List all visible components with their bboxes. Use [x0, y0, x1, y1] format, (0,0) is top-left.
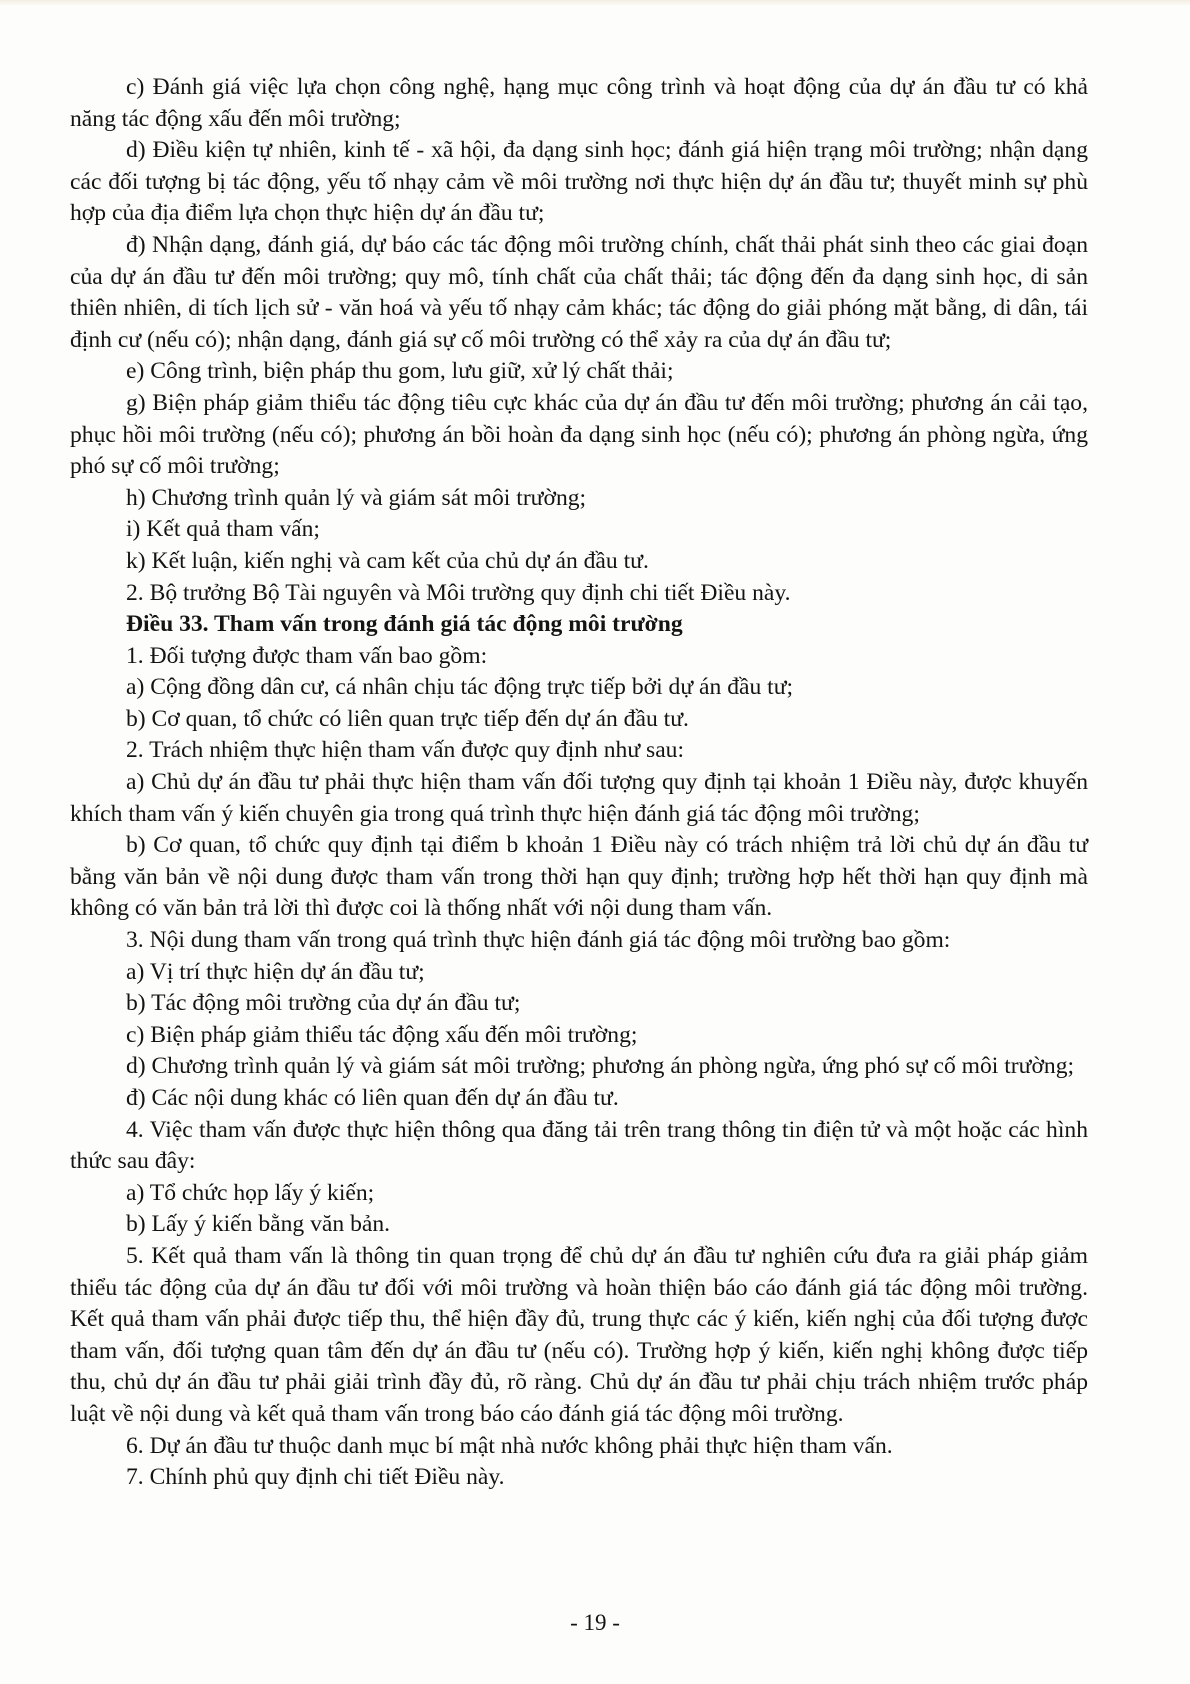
paragraph-clause-c: c) Đánh giá việc lựa chọn công nghệ, hạng mục công trình và hoạt động của dự án đầu tư có khả năng tác động xấu đến môi trường; [70, 74, 1088, 132]
paragraph-art33-1a: a) Cộng đồng dân cư, cá nhân chịu tác động trực tiếp bởi dự án đầu tư; [126, 674, 794, 701]
document-body [70, 72, 1088, 1494]
paragraph-clause-k: k) Kết luận, kiến nghị và cam kết của chủ dự án đầu tư. [126, 547, 649, 574]
paragraph-art33-item-7: 7. Chính phủ quy định chi tiết Điều này. [126, 1464, 505, 1491]
paragraph-clause-h: h) Chương trình quản lý và giám sát môi trường; [126, 484, 587, 511]
paragraph-art33-3dd: đ) Các nội dung khác có liên quan đến dự án đầu tư. [126, 1085, 619, 1111]
article-33-heading: Điều 33. Tham vấn trong đánh giá tác động môi trường [126, 611, 683, 638]
paragraph-art33-item-4: 4. Việc tham vấn được thực hiện thông qua đăng tải trên trang thông tin điện tử và một hoặc các hình thức sau đây: [70, 1116, 1088, 1175]
paragraph-art33-3d: d) Chương trình quản lý và giám sát môi trường; phương án phòng ngừa, ứng phó sự cố môi trường; [126, 1053, 1075, 1080]
paragraph-item-2: 2. Bộ trưởng Bộ Tài nguyên và Môi trường quy định chi tiết Điều này. [126, 579, 791, 606]
page-top-edge [0, 0, 1190, 6]
paragraph-clause-dd: đ) Nhận dạng, đánh giá, dự báo các tác động môi trường chính, chất thải phát sinh theo các giai đoạn của dự án đầu tư đến môi trường; quy mô, tính chất của chất thải; tác động đến đa dạng sinh học, di sản thiên nhiên, di tích lịch sử - văn hoá và yếu tố nhạy cảm khác; tác động do giải phóng mặt bằng, di dân, tái định cư (nếu có); nhận dạng, đánh giá sự cố môi trường có thể xảy ra của dự án đầu tư; [70, 231, 1088, 353]
page-number: - 19 - [570, 1610, 620, 1635]
paragraph-art33-item-2: 2. Trách nhiệm thực hiện tham vấn được quy định như sau: [126, 737, 685, 764]
paragraph-clause-i: i) Kết quả tham vấn; [126, 516, 320, 543]
paragraph-art33-item-5: 5. Kết quả tham vấn là thông tin quan trọng để chủ dự án đầu tư nghiên cứu đưa ra giải pháp giảm thiểu tác động của dự án đầu tư đối với môi trường và hoàn thiện báo cáo đánh giá tác động môi trường. Kết quả tham vấn phải được tiếp thu, thể hiện đầy đủ, trung thực các ý kiến, kiến nghị của đối tượng được tham vấn, đối tượng quan tâm đến dự án đầu tư (nếu có). Trường hợp ý kiến, kiến nghị không được tiếp thu, chủ dự án đầu tư phải giải trình đầy đủ, rõ ràng. Chủ dự án đầu tư phải chịu trách nhiệm trước pháp luật về nội dung và kết quả tham vấn trong báo cáo đánh giá tác động môi trường. [70, 1242, 1088, 1427]
paragraph-art33-4b: b) Lấy ý kiến bằng văn bản. [126, 1211, 391, 1238]
paragraph-art33-2b: b) Cơ quan, tổ chức quy định tại điểm b khoản 1 Điều này có trách nhiệm trả lời chủ dự án đầu tư bằng văn bản về nội dung được tham vấn trong thời hạn quy định; trường hợp hết thời hạn quy định mà không có văn bản trả lời thì được coi là thống nhất với nội dung tham vấn. [70, 832, 1088, 922]
paragraph-art33-item-1: 1. Đối tượng được tham vấn bao gồm: [126, 642, 488, 669]
paragraph-art33-3c: c) Biện pháp giảm thiểu tác động xấu đến môi trường; [126, 1021, 638, 1048]
paragraph-art33-item-6: 6. Dự án đầu tư thuộc danh mục bí mật nhà nước không phải thực hiện tham vấn. [126, 1432, 893, 1459]
paragraph-art33-1b: b) Cơ quan, tổ chức có liên quan trực tiếp đến dự án đầu tư. [126, 705, 689, 732]
paragraph-clause-e: e) Công trình, biện pháp thu gom, lưu giữ, xử lý chất thải; [126, 358, 674, 385]
paragraph-art33-2a: a) Chủ dự án đầu tư phải thực hiện tham vấn đối tượng quy định tại khoản 1 Điều này, được khuyến khích tham vấn ý kiến chuyên gia trong quá trình thực hiện đánh giá tác động môi trường; [70, 769, 1088, 827]
paragraph-art33-4a: a) Tổ chức họp lấy ý kiến; [126, 1179, 375, 1206]
paragraph-clause-g: g) Biện pháp giảm thiểu tác động tiêu cực khác của dự án đầu tư đến môi trường; phương án cải tạo, phục hồi môi trường (nếu có); phương án bồi hoàn đa dạng sinh học (nếu có); phương án phòng ngừa, ứng phó sự cố môi trường; [70, 389, 1088, 480]
paragraph-art33-3a: a) Vị trí thực hiện dự án đầu tư; [126, 958, 425, 985]
paragraph-clause-d: d) Điều kiện tự nhiên, kinh tế - xã hội, đa dạng sinh học; đánh giá hiện trạng môi trường; nhận dạng các đối tượng bị tác động, yếu tố nhạy cảm về môi trường nơi thực hiện dự án đầu tư; thuyết minh sự phù hợp của địa điểm lựa chọn thực hiện dự án đầu tư; [70, 137, 1088, 227]
paragraph-art33-3b: b) Tác động môi trường của dự án đầu tư; [126, 990, 521, 1017]
paragraph-art33-item-3: 3. Nội dung tham vấn trong quá trình thực hiện đánh giá tác động môi trường bao gồm: [126, 927, 951, 954]
